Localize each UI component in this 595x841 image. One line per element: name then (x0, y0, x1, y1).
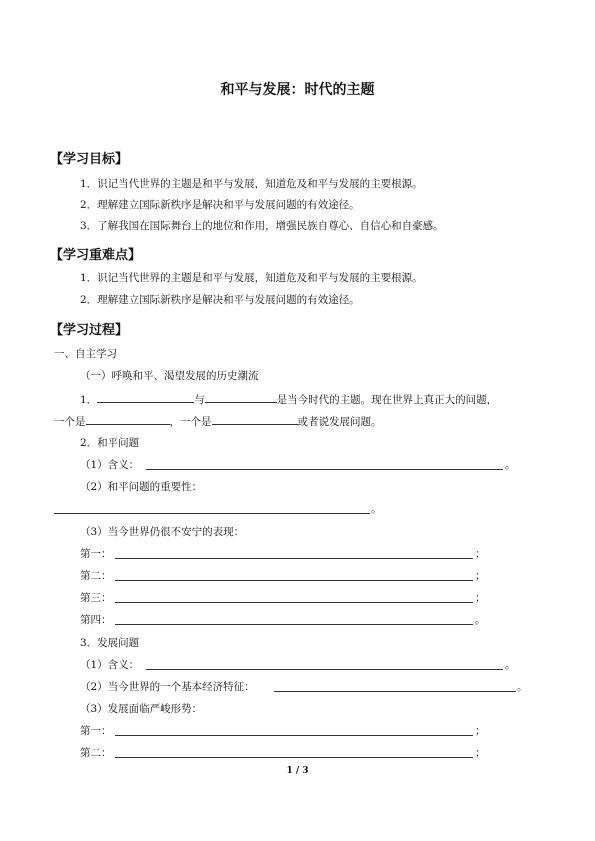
key-point-2: 2．理解建立国际新秩序是解决和平与发展问题的有效途径。 (80, 294, 360, 306)
q2-3-fourth-end: 。 (475, 614, 486, 626)
q2-3-second-label: 第二： (80, 570, 112, 582)
key-point-1: 1．识记当代世界的主题是和平与发展，知道危及和平与发展的主要根源。 (80, 272, 423, 284)
q2-3-first-end: ； (475, 548, 486, 560)
key-points-heading: 【学习重难点】 (50, 248, 142, 263)
question-1-line-2 (54, 413, 382, 429)
q1-statement: 是当今时代的主题。现在世界上真正大的问题， (276, 394, 498, 406)
q2-2-label: （2）和平问题的重要性： (80, 481, 203, 493)
q1-blank-2[interactable] (205, 391, 277, 403)
q3-3-first-label: 第一： (80, 725, 112, 737)
q2-3-first-blank[interactable] (115, 558, 473, 559)
q2-3-second-blank[interactable] (115, 580, 473, 581)
q1-blank-3[interactable] (86, 413, 170, 425)
q1-tail: 或者说发展问题。 (297, 416, 382, 428)
goal-item-1: 1．识记当代世界的主题是和平与发展，知道危及和平与发展的主要根源。 (80, 178, 423, 190)
question-3-heading: 3．发展问题 (80, 637, 140, 649)
q3-2-end: 。 (517, 681, 528, 693)
q3-3-first-blank[interactable] (115, 735, 473, 736)
q1-one-is: 一个是 (54, 416, 86, 428)
q2-3-label: （3）当今世界仍很不安宁的表现： (80, 526, 245, 538)
q3-3-second-label: 第二： (80, 747, 112, 759)
q2-3-third-end: ； (475, 592, 486, 604)
q3-1-blank[interactable] (146, 669, 503, 670)
page-title: 和平与发展：时代的主题 (220, 82, 375, 98)
q3-2-label: （2）当今世界的一个基本经济特征： (80, 681, 255, 693)
q1-and: 与 (194, 394, 205, 406)
q1-another-is: ，一个是 (169, 416, 212, 428)
q2-3-fourth-label: 第四： (80, 614, 112, 626)
q2-3-fourth-blank[interactable] (115, 624, 473, 625)
page-number: 1 / 3 (286, 766, 309, 776)
process-heading: 【学习过程】 (50, 323, 129, 338)
q1-blank-4[interactable] (212, 413, 298, 425)
q2-2-blank[interactable] (54, 513, 370, 514)
goal-item-3: 3．了解我国在国际舞台上的地位和作用，增强民族自尊心、自信心和自豪感。 (80, 220, 444, 232)
section-self-study: 一、自主学习 (54, 348, 117, 360)
q2-3-first-label: 第一： (80, 548, 112, 560)
q3-3-second-blank[interactable] (115, 757, 473, 758)
q1-blank-1[interactable] (97, 391, 194, 403)
subsection-trend: （一）呼唤和平、渴望发展的历史潮流 (80, 370, 259, 382)
q2-3-second-end: ； (475, 570, 486, 582)
q3-2-blank[interactable] (274, 691, 516, 692)
goals-heading: 【学习目标】 (50, 152, 129, 167)
q2-1-label: （1）含义： (80, 459, 140, 471)
q3-3-label: （3）发展面临严峻形势： (80, 703, 203, 715)
question-2-heading: 2．和平问题 (80, 437, 140, 449)
q3-3-first-end: ； (475, 725, 486, 737)
q2-1-blank[interactable] (146, 469, 503, 470)
question-1-line-1 (80, 391, 497, 407)
q2-3-third-blank[interactable] (115, 602, 473, 603)
q2-1-end: 。 (505, 459, 516, 471)
q1-number: 1． (80, 394, 98, 406)
q3-1-label: （1）含义： (80, 659, 140, 671)
q2-2-end: 。 (371, 503, 382, 515)
goal-item-2: 2．理解建立国际新秩序是解决和平与发展问题的有效途径。 (80, 199, 360, 211)
q3-3-second-end: ； (475, 747, 486, 759)
q2-3-third-label: 第三： (80, 592, 112, 604)
q3-1-end: 。 (505, 659, 516, 671)
